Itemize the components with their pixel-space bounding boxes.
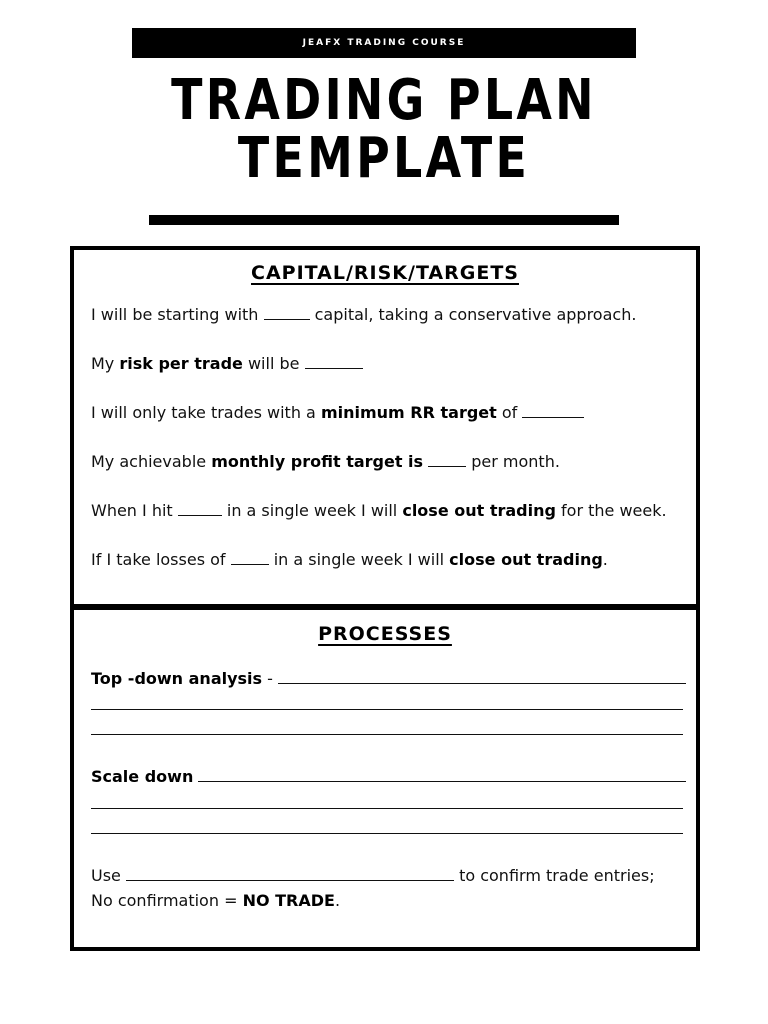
text: in a single week I will [268,550,450,569]
text: per month. [466,452,560,471]
rr-blank[interactable] [522,416,584,418]
risk-per-trade-line [91,354,363,373]
capital-risk-targets-section [70,246,700,610]
text: No confirmation = [91,891,243,910]
scale-down-write-line-2[interactable] [91,833,683,834]
top-down-analysis-line [91,669,686,688]
top-down-write-line-1[interactable] [91,709,683,710]
text: - [262,669,279,688]
text: . [602,550,608,569]
text: I will be starting with [91,305,264,324]
course-banner [132,28,636,58]
title-divider [149,215,619,225]
bold-text: risk per trade [119,354,243,373]
text: Use [91,866,126,885]
risk-blank[interactable] [305,367,363,369]
text: When I hit [91,501,178,520]
text: My achievable [91,452,212,471]
top-down-write-line-2[interactable] [91,734,683,735]
rr-target-line [91,403,584,422]
confirmation-line [91,866,655,885]
bold-text: close out trading [449,550,603,569]
scale-down-blank[interactable] [198,780,686,782]
text: capital, taking a conservative approach. [309,305,637,324]
title-line-1: TRADING PLAN [171,68,597,133]
monthly-target-line [91,452,560,471]
processes-section-heading: PROCESSES [318,623,452,645]
text: . [334,891,341,910]
text: If I take losses of [91,550,231,569]
bold-text: monthly profit target is [211,452,424,471]
bold-text: Scale down [91,767,194,786]
course-name: JEAFX TRADING COURSE [302,38,466,48]
title-line-2: TEMPLATE [237,126,531,191]
processes-section [70,604,700,951]
text: to confirm trade entries; [453,866,655,885]
weekly-loss-line [91,550,608,569]
text: in a single week I will [221,501,403,520]
monthly-blank[interactable] [428,465,466,467]
bold-text: Top -down analysis [91,669,263,688]
bold-text: close out trading [402,501,556,520]
text: I will only take trades with a [91,403,321,422]
no-confirmation-line [91,891,340,910]
text: My [91,354,120,373]
text: will be [242,354,305,373]
text: of [496,403,523,422]
bold-text: NO TRADE [242,891,335,910]
top-down-blank[interactable] [278,682,686,684]
capital-blank[interactable] [264,318,310,320]
weekly-win-line [91,501,667,520]
starting-capital-line [91,305,636,324]
text: for the week. [555,501,667,520]
bold-text: minimum RR target [320,403,497,422]
scale-down-write-line-1[interactable] [91,808,683,809]
weekly-loss-blank[interactable] [231,563,269,565]
capital-section-heading: CAPITAL/RISK/TARGETS [251,262,519,284]
confirmation-blank[interactable] [126,879,454,881]
scale-down-line [91,767,686,786]
page-title [69,68,699,191]
weekly-win-blank[interactable] [178,514,222,516]
